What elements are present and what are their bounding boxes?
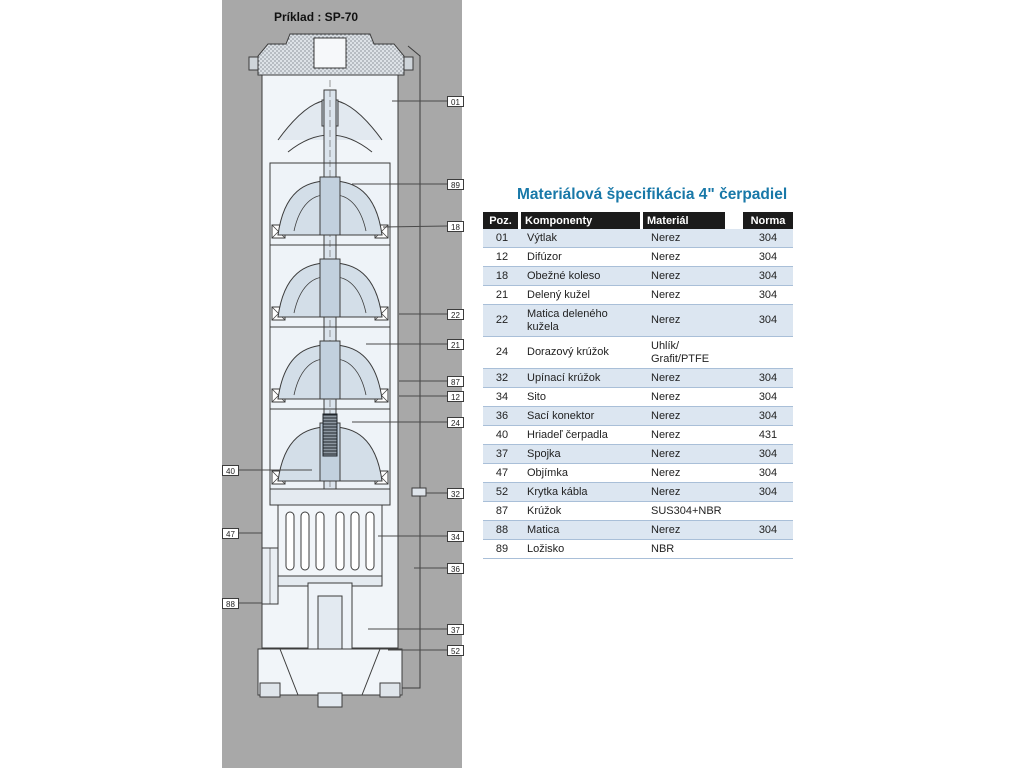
callout-37: 37 xyxy=(447,624,464,635)
cell-norma: 304 xyxy=(743,305,793,337)
spec-row-89 xyxy=(483,540,793,559)
column-header-norma: Norma xyxy=(743,212,793,229)
cell-material: Nerez xyxy=(643,483,743,502)
callout-47: 47 xyxy=(222,528,239,539)
cell-poz: 52 xyxy=(483,483,521,502)
callout-52: 52 xyxy=(447,645,464,656)
cell-poz: 47 xyxy=(483,464,521,483)
cell-poz: 22 xyxy=(483,305,521,337)
callout-01: 01 xyxy=(447,96,464,107)
spec-row-32 xyxy=(483,369,793,388)
cell-norma: 304 xyxy=(743,369,793,388)
cell-norma: 304 xyxy=(743,407,793,426)
spec-row-87 xyxy=(483,502,793,521)
spec-row-12 xyxy=(483,248,793,267)
cell-material: Nerez xyxy=(643,229,743,248)
cell-poz: 89 xyxy=(483,540,521,559)
spec-row-22 xyxy=(483,305,793,337)
cell-material: Nerez xyxy=(643,426,743,445)
cell-material: Nerez xyxy=(643,445,743,464)
spec-table-title: Materiálová špecifikácia 4" čerpadiel xyxy=(517,186,788,203)
cell-material: Nerez xyxy=(643,388,743,407)
column-header-komponenty: Komponenty xyxy=(521,212,643,229)
spec-table-body xyxy=(483,229,793,559)
spec-row-21 xyxy=(483,286,793,305)
cell-komponenty: Spojka xyxy=(521,445,643,464)
cell-material: Nerez xyxy=(643,521,743,540)
cell-poz: 32 xyxy=(483,369,521,388)
spec-row-36 xyxy=(483,407,793,426)
cell-komponenty: Matica xyxy=(521,521,643,540)
cell-norma: 304 xyxy=(743,267,793,286)
column-header-materil: Materiál xyxy=(643,212,743,229)
spec-row-34 xyxy=(483,388,793,407)
cell-material: Nerez xyxy=(643,267,743,286)
cell-norma xyxy=(743,540,793,559)
diagram-panel xyxy=(222,0,462,768)
spec-row-01 xyxy=(483,229,793,248)
spec-row-52 xyxy=(483,483,793,502)
spec-row-24 xyxy=(483,337,793,369)
cell-komponenty: Difúzor xyxy=(521,248,643,267)
cell-poz: 18 xyxy=(483,267,521,286)
cell-material: SUS304+NBR xyxy=(643,502,743,521)
cell-material: Nerez xyxy=(643,248,743,267)
cell-poz: 34 xyxy=(483,388,521,407)
cell-norma xyxy=(743,337,793,369)
cell-norma: 304 xyxy=(743,388,793,407)
cell-norma: 304 xyxy=(743,483,793,502)
cell-norma: 304 xyxy=(743,286,793,305)
cell-material: Nerez xyxy=(643,286,743,305)
callout-87: 87 xyxy=(447,376,464,387)
cell-komponenty: Obežné koleso xyxy=(521,267,643,286)
cell-material: Nerez xyxy=(643,407,743,426)
cell-poz: 87 xyxy=(483,502,521,521)
cell-norma: 304 xyxy=(743,229,793,248)
cell-komponenty: Sací konektor xyxy=(521,407,643,426)
cell-material: Nerez xyxy=(643,369,743,388)
spec-row-18 xyxy=(483,267,793,286)
cell-poz: 40 xyxy=(483,426,521,445)
cell-poz: 24 xyxy=(483,337,521,369)
spec-panel xyxy=(483,186,795,559)
callout-21: 21 xyxy=(447,339,464,350)
cell-material: NBR xyxy=(643,540,743,559)
cell-norma: 304 xyxy=(743,521,793,540)
cell-komponenty: Delený kužel xyxy=(521,286,643,305)
spec-row-47 xyxy=(483,464,793,483)
callout-88: 88 xyxy=(222,598,239,609)
cell-poz: 21 xyxy=(483,286,521,305)
spec-row-37 xyxy=(483,445,793,464)
callout-36: 36 xyxy=(447,563,464,574)
cell-norma: 304 xyxy=(743,445,793,464)
cell-material: Nerez xyxy=(643,464,743,483)
callout-32: 32 xyxy=(447,488,464,499)
callout-89: 89 xyxy=(447,179,464,190)
cell-poz: 37 xyxy=(483,445,521,464)
cell-komponenty: Výtlak xyxy=(521,229,643,248)
cell-norma xyxy=(743,502,793,521)
cell-material: Uhlík/ Grafit/PTFE xyxy=(643,337,743,369)
cell-norma: 304 xyxy=(743,248,793,267)
callout-34: 34 xyxy=(447,531,464,542)
spec-table xyxy=(483,212,793,559)
cell-komponenty: Matica deleného kužela xyxy=(521,305,643,337)
cell-poz: 01 xyxy=(483,229,521,248)
spec-row-88 xyxy=(483,521,793,540)
callout-40: 40 xyxy=(222,465,239,476)
cell-komponenty: Sito xyxy=(521,388,643,407)
cell-material: Nerez xyxy=(643,305,743,337)
spec-table-header-row xyxy=(483,212,793,229)
callout-12: 12 xyxy=(447,391,464,402)
diagram-caption: Príklad : SP-70 xyxy=(274,10,359,24)
spec-row-40 xyxy=(483,426,793,445)
cell-komponenty: Krúžok xyxy=(521,502,643,521)
cell-komponenty: Dorazový krúžok xyxy=(521,337,643,369)
cell-poz: 12 xyxy=(483,248,521,267)
cell-komponenty: Hriadeľ čerpadla xyxy=(521,426,643,445)
column-header-poz: Poz. xyxy=(483,212,521,229)
cell-komponenty: Objímka xyxy=(521,464,643,483)
cell-poz: 36 xyxy=(483,407,521,426)
callout-24: 24 xyxy=(447,417,464,428)
cell-komponenty: Ložisko xyxy=(521,540,643,559)
callout-22: 22 xyxy=(447,309,464,320)
callout-18: 18 xyxy=(447,221,464,232)
cell-komponenty: Upínací krúžok xyxy=(521,369,643,388)
pump-cross-section-drawing xyxy=(222,0,462,768)
cell-norma: 431 xyxy=(743,426,793,445)
cell-komponenty: Krytka kábla xyxy=(521,483,643,502)
cell-norma: 304 xyxy=(743,464,793,483)
cell-poz: 88 xyxy=(483,521,521,540)
